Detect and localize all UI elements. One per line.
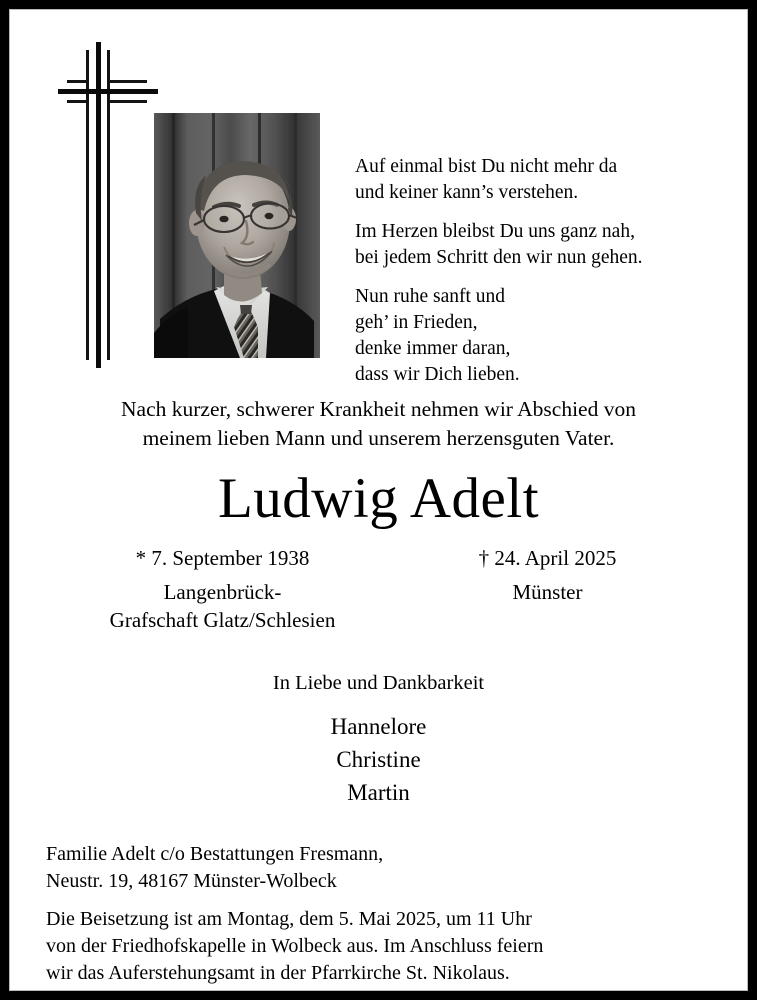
- birth-details: [70, 544, 385, 634]
- contact-address: [46, 841, 736, 895]
- birth-place: [70, 578, 375, 634]
- survivors-list: [28, 710, 729, 809]
- death-date: † 24. April 2025: [478, 546, 617, 570]
- contact-line: Neustr. 19, 48167 Münster-Wolbeck: [46, 870, 337, 892]
- service-line: wir das Auferstehungsamt in der Pfarrkirche St. Nikolaus.: [46, 962, 510, 984]
- birth-place-line: Langenbrück-: [163, 580, 282, 604]
- poem-line: Auf einmal bist Du nicht mehr da: [355, 156, 618, 177]
- announcement-text: [28, 395, 729, 453]
- cross-hairline-lower-right: [107, 100, 147, 103]
- survivor-name: Martin: [347, 780, 410, 805]
- cross-crossbar: [58, 89, 158, 94]
- poem-line: geh’ in Frieden,: [355, 312, 478, 333]
- poem-line: dass wir Dich lieben.: [355, 364, 520, 385]
- cross-hairline-vertical-right: [107, 50, 110, 360]
- service-line: von der Friedhofskapelle in Wolbeck aus. Im Anschluss feiern: [46, 935, 544, 957]
- poem-line: Im Herzen bleibst Du uns ganz nah,: [355, 221, 635, 242]
- survivor-name: Christine: [336, 747, 421, 772]
- portrait-photo: [154, 113, 320, 358]
- cross-upright: [96, 42, 101, 368]
- announcement-line: Nach kurzer, schwerer Krankheit nehmen wir Abschied von: [121, 397, 636, 421]
- service-information: [46, 906, 736, 987]
- survivor-name: Hannelore: [330, 714, 427, 739]
- poem-line: denke immer daran,: [355, 338, 511, 359]
- poem-line: und keiner kann’s verstehen.: [355, 182, 579, 203]
- deceased-name: Ludwig Adelt: [217, 467, 540, 530]
- announcement-line: meinem lieben Mann und unserem herzensguten Vater.: [142, 426, 615, 450]
- death-place: [395, 578, 700, 606]
- cross-hairline-upper-right: [107, 80, 147, 83]
- poem-stanza: [355, 154, 735, 206]
- dedication-text: In Liebe und Dankbarkeit: [272, 672, 485, 694]
- death-place-line: Münster: [512, 580, 583, 604]
- poem-stanza: [355, 219, 735, 271]
- death-details: [385, 544, 700, 606]
- cross-hairline-vertical-left: [86, 50, 89, 360]
- poem-line: Nun ruhe sanft und: [355, 286, 506, 307]
- lifespan-block: [70, 544, 700, 634]
- birth-date: * 7. September 1938: [135, 546, 310, 570]
- latin-cross-icon: [58, 32, 158, 368]
- memorial-poem: [355, 154, 735, 388]
- notice-sheet: [10, 10, 747, 990]
- poem-line: bei jedem Schritt den wir nun gehen.: [355, 247, 643, 268]
- birth-place-line: Grafschaft Glatz/Schlesien: [109, 608, 336, 632]
- service-line: Die Beisetzung ist am Montag, dem 5. Mai 2025, um 11 Uhr: [46, 908, 532, 930]
- contact-line: Familie Adelt c/o Bestattungen Fresmann,: [46, 843, 384, 865]
- poem-stanza: [355, 284, 735, 388]
